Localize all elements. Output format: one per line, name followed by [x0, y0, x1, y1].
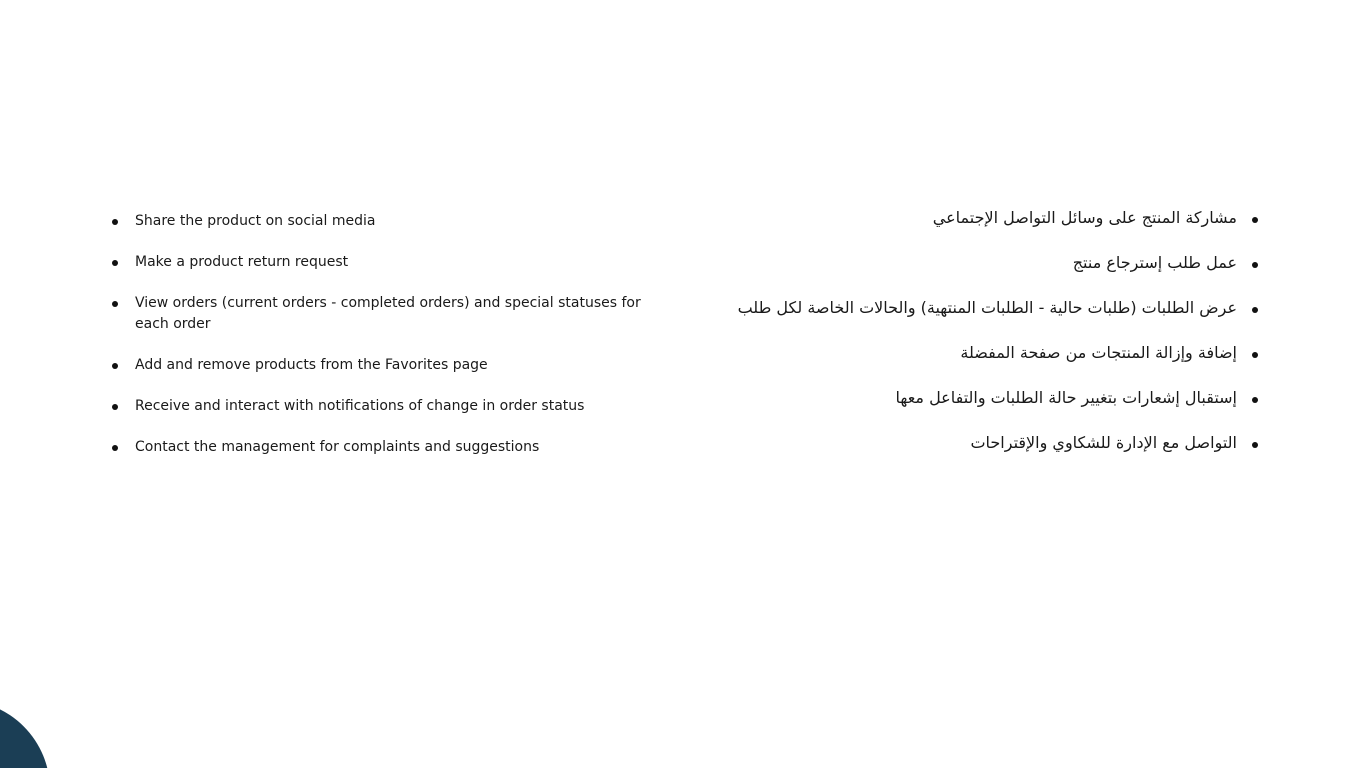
arabic-feature-item: إضافة وإزالة المنتجات من صفحة المفضلة	[728, 342, 1258, 364]
english-feature-item: Share the product on social media	[112, 211, 652, 232]
arabic-feature-item: التواصل مع الإدارة للشكاوي والإقتراحات	[728, 432, 1258, 454]
english-feature-item: Contact the management for complaints and suggestions	[112, 437, 652, 458]
arabic-feature-list	[728, 207, 1258, 477]
english-feature-list	[112, 211, 652, 478]
corner-decoration-shape	[0, 700, 50, 768]
english-feature-item: Add and remove products from the Favorites page	[112, 355, 652, 376]
arabic-feature-item: مشاركة المنتج على وسائل التواصل الإجتماعي	[728, 207, 1258, 229]
english-feature-item: Receive and interact with notifications of change in order status	[112, 396, 652, 417]
arabic-feature-item: إستقبال إشعارات بتغيير حالة الطلبات والتفاعل معها	[728, 387, 1258, 409]
english-feature-item: View orders (current orders - completed orders) and special statuses for each order	[112, 293, 652, 335]
arabic-feature-item: عمل طلب إسترجاع منتج	[728, 252, 1258, 274]
arabic-feature-item: عرض الطلبات (طلبات حالية - الطلبات المنتهية) والحالات الخاصة لكل طلب	[728, 297, 1258, 319]
english-feature-item: Make a product return request	[112, 252, 652, 273]
